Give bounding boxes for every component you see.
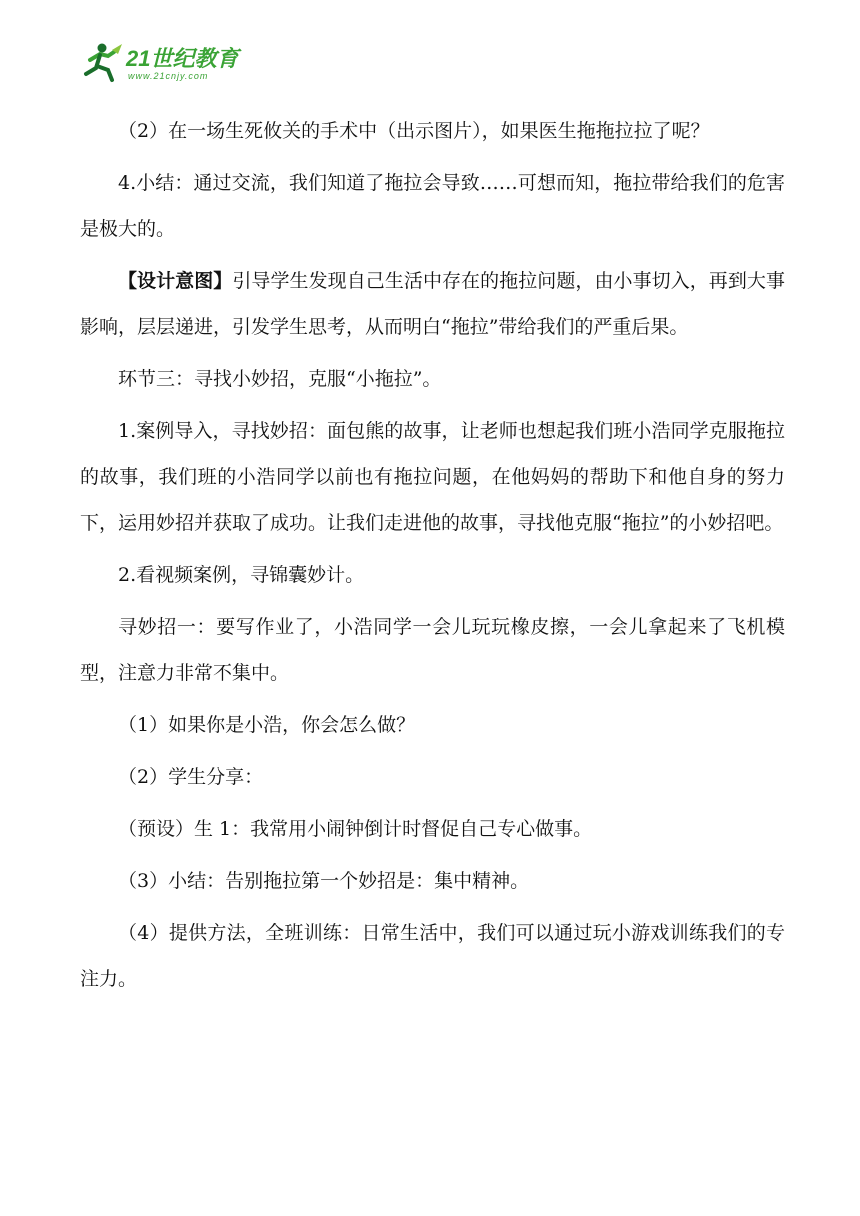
paragraph-design-intent	[80, 258, 785, 350]
logo	[82, 40, 262, 84]
paragraph-preset-answer: （预设）生 1：我常用小闹钟倒计时督促自己专心做事。	[118, 818, 593, 840]
runner-logo-icon	[82, 40, 262, 84]
design-intent-label: 【设计意图】	[118, 270, 233, 292]
paragraph-summary-4: 4.小结：通过交流，我们知道了拖拉会导致……可想而知，拖拉带给我们的危害是极大的。	[80, 172, 785, 240]
design-intent-text: 引导学生发现自己生活中存在的拖拉问题，由小事切入，再到大事影响，层层递进，引发学生思考，从而明白“拖拉”带给我们的严重后果。	[80, 270, 785, 338]
paragraph-question-1: （1）如果你是小浩，你会怎么做？	[118, 714, 416, 736]
paragraph-method-training: （4）提供方法，全班训练：日常生活中，我们可以通过玩小游戏训练我们的专注力。	[80, 922, 785, 990]
paragraph-surgery-question: （2）在一场生死攸关的手术中（出示图片），如果医生拖拖拉拉了呢？	[118, 120, 710, 142]
paragraph-student-share: （2）学生分享：	[118, 766, 264, 788]
logo-brand-text: 21世纪教育	[126, 46, 239, 71]
paragraph-summary-3: （3）小结：告别拖拉第一个妙招是：集中精神。	[118, 870, 530, 892]
logo-url-text: www.21cnjy.com	[128, 71, 209, 81]
document-body	[80, 108, 785, 1002]
paragraph-video-case: 2.看视频案例，寻锦囊妙计。	[118, 564, 365, 586]
paragraph-section-three: 环节三：寻找小妙招，克服“小拖拉”。	[118, 368, 442, 390]
paragraph-case-intro: 1.案例导入，寻找妙招：面包熊的故事，让老师也想起我们班小浩同学克服拖拉的故事，我们班的小浩同学以前也有拖拉问题，在他妈妈的帮助下和他自身的努力下，运用妙招并获取了成功。让我们走进他的故事，寻找他克服“拖拉”的小妙招吧。	[80, 420, 785, 534]
paragraph-tip-one: 寻妙招一：要写作业了，小浩同学一会儿玩玩橡皮擦，一会儿拿起来了飞机模型，注意力非常不集中。	[80, 616, 785, 684]
